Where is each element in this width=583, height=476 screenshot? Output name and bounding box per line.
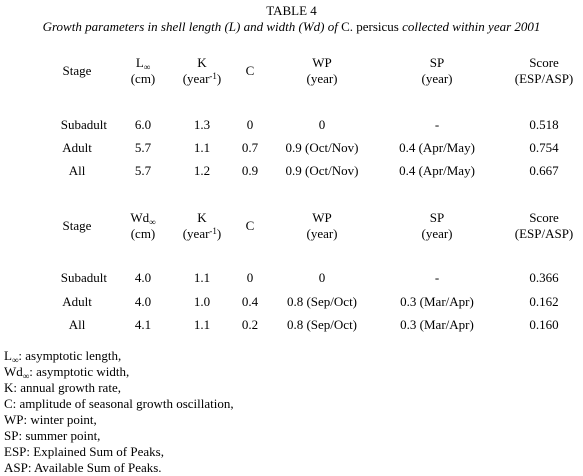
cell-c: 0.7	[241, 140, 259, 155]
header-wdinf: $Wd_\infty$	[130, 210, 156, 227]
caption-species: C. persicus	[341, 19, 399, 34]
legend-item: ESP: Explained Sum of Peaks,	[4, 444, 164, 459]
header-wp: WP	[312, 55, 332, 70]
header-sp-unit: (year)	[421, 71, 453, 86]
cell-c: 0.2	[241, 317, 259, 332]
cell-linf: 6.0	[134, 117, 152, 132]
cell-wp: 0	[318, 117, 326, 132]
cell-wdinf: 4.0	[134, 270, 152, 285]
legend-item: $L_\infty$: asymptotic length,	[4, 348, 122, 365]
cell-score: 0.667	[529, 163, 559, 178]
legend-item: K: annual growth rate,	[4, 380, 121, 395]
cell-sp: 0.3 (Mar/Apr)	[400, 294, 474, 309]
cell-stage: Subadult	[60, 117, 107, 132]
header-c: C	[245, 218, 255, 233]
cell-stage: Subadult	[60, 270, 107, 285]
cell-wp: 0.8 (Sep/Oct)	[286, 317, 358, 332]
header-linf-unit: (cm)	[130, 71, 156, 86]
cell-stage: All	[68, 317, 86, 332]
cell-wp: 0.9 (Oct/Nov)	[285, 140, 359, 155]
cell-sp: -	[434, 270, 440, 285]
table-title: TABLE 4	[266, 3, 317, 18]
table-caption	[0, 19, 583, 35]
cell-score: 0.754	[529, 140, 559, 155]
legend-item: ASP: Available Sum of Peaks.	[4, 460, 162, 475]
header-wp: WP	[312, 210, 332, 225]
cell-linf: 5.7	[134, 140, 152, 155]
cell-wp: 0.9 (Oct/Nov)	[285, 163, 359, 178]
cell-wdinf: 4.0	[134, 294, 152, 309]
header-score: Score	[529, 55, 559, 70]
cell-stage: Adult	[62, 294, 92, 309]
cell-stage: Adult	[62, 140, 92, 155]
cell-stage: All	[68, 163, 86, 178]
cell-linf: 5.7	[134, 163, 152, 178]
cell-k: 1.1	[193, 317, 211, 332]
legend-item: WP: winter point,	[4, 412, 97, 427]
cell-wdinf: 4.1	[134, 317, 152, 332]
caption-part1: Growth parameters in shell length (L) and width (Wd) of	[42, 19, 338, 34]
cell-c: 0	[246, 270, 254, 285]
legend-item: $Wd_\infty$: asymptotic width,	[4, 364, 130, 381]
cell-sp: -	[434, 117, 440, 132]
cell-sp: 0.4 (Apr/May)	[399, 163, 475, 178]
cell-score: 0.518	[529, 117, 559, 132]
cell-c: 0.9	[241, 163, 259, 178]
header-wp-unit: (year)	[306, 226, 338, 241]
header-sp: SP	[429, 210, 445, 225]
header-sp: SP	[429, 55, 445, 70]
cell-k: 1.2	[193, 163, 211, 178]
legend-item: SP: summer point,	[4, 428, 101, 443]
cell-sp: 0.3 (Mar/Apr)	[400, 317, 474, 332]
caption-part2: collected within year 2001	[402, 19, 541, 34]
header-k-unit: (year$^{-1}$)	[182, 226, 222, 241]
header-score-unit: (ESP/ASP)	[514, 226, 574, 241]
header-wp-unit: (year)	[306, 71, 338, 86]
cell-c: 0.4	[241, 294, 259, 309]
cell-k: 1.0	[193, 294, 211, 309]
header-k-unit: (year$^{-1}$)	[182, 71, 222, 86]
header-stage: Stage	[62, 63, 92, 78]
cell-score: 0.162	[529, 294, 559, 309]
cell-score: 0.160	[529, 317, 559, 332]
header-wdinf-unit: (cm)	[130, 226, 156, 241]
header-score-unit: (ESP/ASP)	[514, 71, 574, 86]
cell-k: 1.1	[193, 140, 211, 155]
header-score: Score	[529, 210, 559, 225]
legend-item: C: amplitude of seasonal growth oscillation,	[4, 396, 234, 411]
header-k: K	[197, 55, 207, 70]
cell-wp: 0.8 (Sep/Oct)	[286, 294, 358, 309]
cell-sp: 0.4 (Apr/May)	[399, 140, 475, 155]
header-c: C	[245, 63, 255, 78]
cell-wp: 0	[318, 270, 326, 285]
header-stage: Stage	[62, 218, 92, 233]
header-linf: $L_\infty$	[135, 55, 151, 72]
cell-c: 0	[246, 117, 254, 132]
cell-k: 1.3	[193, 117, 211, 132]
cell-score: 0.366	[529, 270, 559, 285]
header-sp-unit: (year)	[421, 226, 453, 241]
cell-k: 1.1	[193, 270, 211, 285]
header-k: K	[197, 210, 207, 225]
